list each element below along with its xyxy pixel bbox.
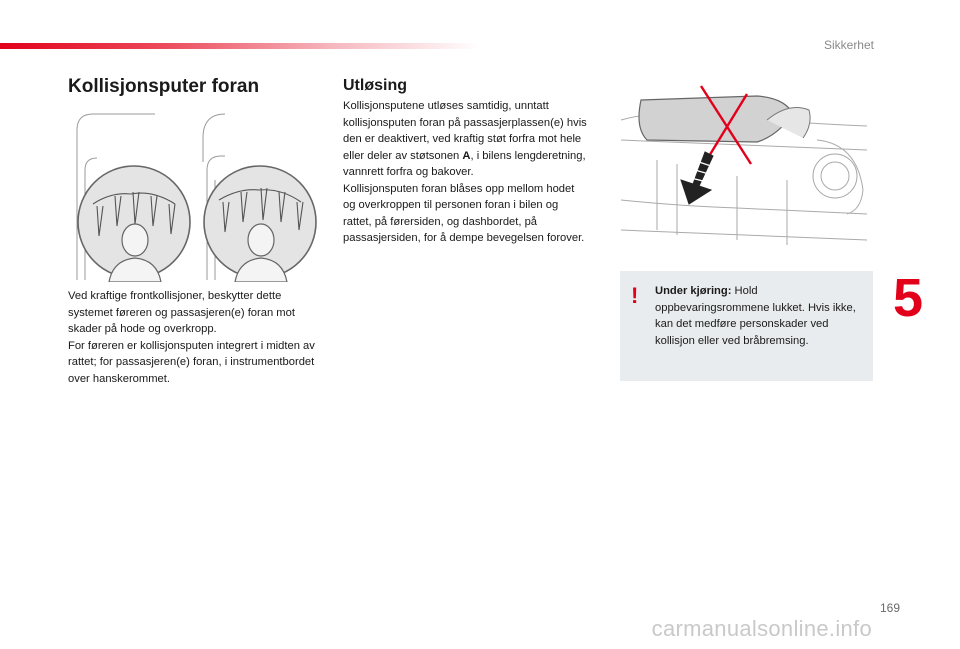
warning-text	[655, 283, 867, 349]
chapter-number: 5	[893, 268, 924, 328]
watermark: carmanualsonline.info	[651, 616, 872, 641]
impact-zone-label: A	[462, 149, 471, 162]
airbag-illustration	[75, 110, 317, 282]
release-heading: Utløsing	[343, 77, 407, 94]
intro-text	[68, 288, 318, 387]
release-text	[343, 98, 588, 247]
release-text-part2: , i bilens lengderetning, vannrett forfra og bakover.	[343, 149, 586, 178]
release-paragraph-1	[343, 98, 588, 181]
header-accent-bar	[0, 43, 480, 49]
page-number: 169	[879, 601, 900, 615]
warning-icon: !	[631, 283, 639, 308]
warning-box	[620, 271, 873, 381]
intro-paragraph-2: For føreren er kollisjonsputen integrert i midten av rattet; for passasjeren(e) foran, i instrumentbordet over hanskerommet.	[68, 339, 315, 385]
section-name: Sikkerhet	[823, 38, 874, 52]
warning-label: Under kjøring:	[655, 285, 732, 297]
release-text-part1: Kollisjonsputene utløses samtidig, unntatt kollisjonsputen foran på passasjerplassen(e) hvis den er deaktivert, ved kraftig støt forfra mot hele eller deler av støtsonen	[343, 100, 587, 162]
page-title: Kollisjonsputer foran	[68, 76, 260, 97]
dashboard-illustration	[617, 80, 875, 255]
warning-body: Hold oppbevaringsrommene lukket. Hvis ikke, kan det medføre personskader ved kollisjon eller ved bråbremsing.	[655, 285, 856, 347]
downward-arrow-icon	[681, 152, 713, 204]
intro-paragraph-1: Ved kraftige frontkollisjoner, beskytter dette systemet føreren og passasjeren(e) foran mot skader på hode og overkropp.	[68, 290, 295, 335]
release-paragraph-2: Kollisjonsputen foran blåses opp mellom hodet og overkroppen til personen foran i bilen og rattet, på førersiden, og dashbordet, på passasjersiden, for å dempe bevegelsen forover.	[343, 182, 585, 244]
